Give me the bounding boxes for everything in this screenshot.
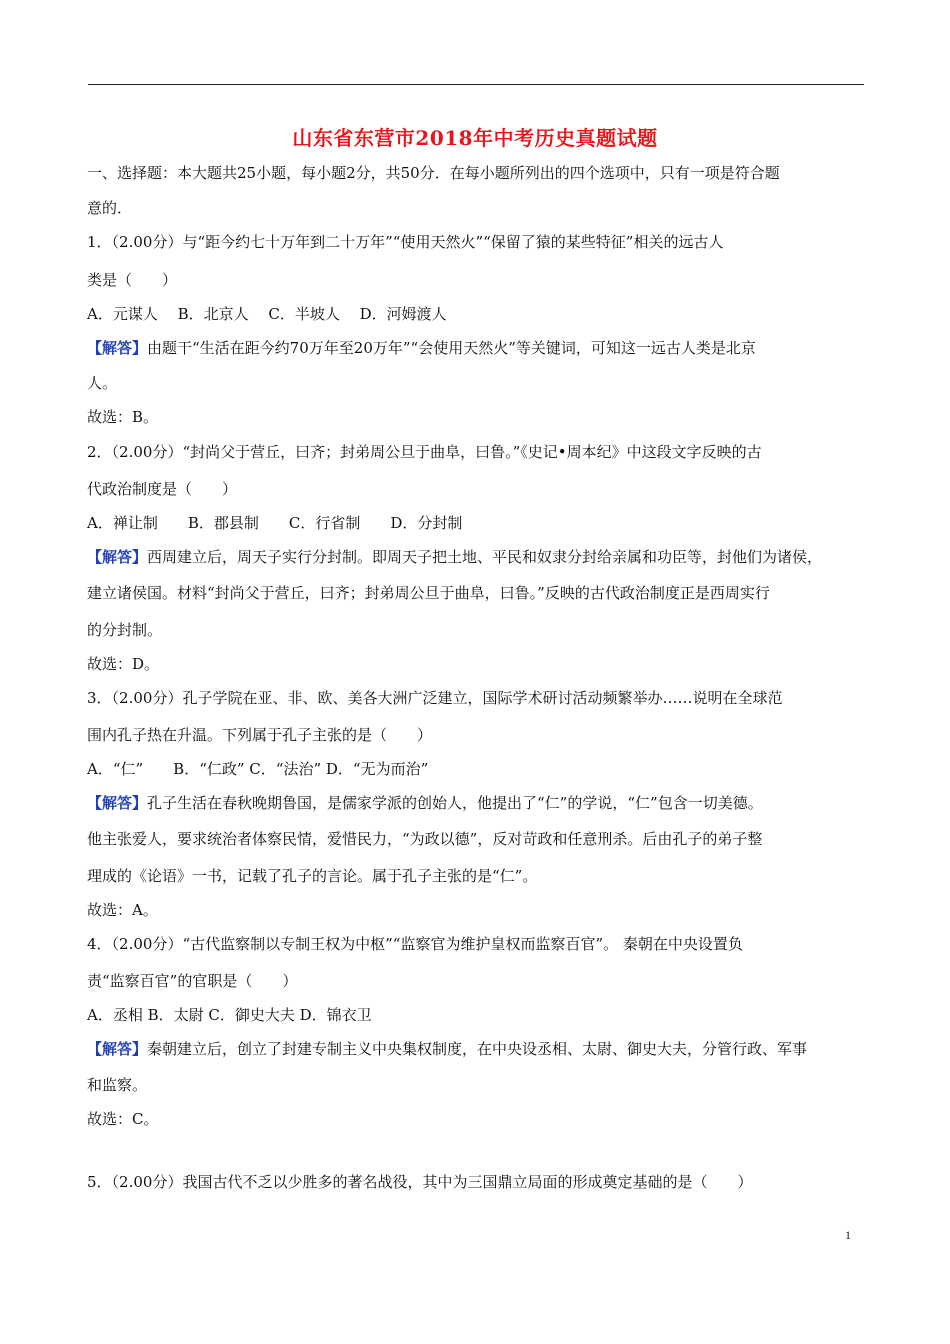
q2-answer-tag: 【解答】 — [87, 548, 148, 566]
q3-answer-line-1 — [87, 793, 763, 813]
q3-stem-line-1: 3．（2.00分）孔子学院在亚、非、欧、美各大洲广泛建立，国际学术研讨活动频繁举办……说明在全球范 — [87, 689, 783, 707]
q1-stem-line-2: 类是（ ） — [87, 271, 178, 289]
q2-answer-line-1 — [87, 547, 822, 567]
q1-choice: 故选：B。 — [87, 408, 159, 426]
q2-answer-line-2: 建立诸侯国。材料“封尚父于营丘，曰齐；封弟周公旦于曲阜，曰鲁。”反映的古代政治制度正是西周实行 — [87, 584, 770, 602]
q3-answer-text: 孔子生活在春秋晚期鲁国，是儒家学派的创始人，他提出了“仁”的学说，“仁”包含一切美德。 — [147, 794, 763, 812]
q4-stem-line-2: 责“监察百官”的官职是（ ） — [87, 972, 298, 990]
q2-stem-line-1: 2．（2.00分）“封尚父于营丘，曰齐；封弟周公旦于曲阜，曰鲁。”《史记•周本纪》中这段文字反映的古 — [87, 443, 762, 461]
q1-answer-tag: 【解答】 — [87, 339, 148, 357]
q1-answer-line-2: 人。 — [87, 374, 118, 392]
q4-choice: 故选：C。 — [87, 1110, 159, 1128]
q3-answer-tag: 【解答】 — [87, 794, 148, 812]
section-intro-line-1: 一、选择题：本大题共25小题，每小题2分，共50分．在每小题所列出的四个选项中，只有一项是符合题 — [87, 164, 780, 182]
q2-options: A．禅让制 B．郡县制 C．行省制 D．分封制 — [87, 514, 463, 532]
q3-answer-line-2: 他主张爱人，要求统治者体察民情，爱惜民力，“为政以德”，反对苛政和任意刑杀。后由孔子的弟子整 — [87, 830, 763, 848]
q1-answer-line-1 — [87, 338, 756, 358]
page-title: 山东省东营市2018年中考历史真题试题 — [292, 126, 658, 150]
section-intro-line-2: 意的． — [87, 199, 133, 217]
header-rule — [88, 84, 864, 85]
q4-stem-line-1: 4．（2.00分）“古代监察制以专制王权为中枢”“监察官为维护皇权而监察百官”。 秦朝在中央设置负 — [87, 935, 743, 953]
q3-options: A．“仁” B．“仁政” C．“法治” D．“无为而治” — [87, 760, 429, 778]
q3-choice: 故选：A。 — [87, 901, 158, 919]
q4-answer-line-1 — [87, 1039, 807, 1059]
q2-choice: 故选：D。 — [87, 655, 160, 673]
q5-stem-line-1: 5．（2.00分）我国古代不乏以少胜多的著名战役，其中为三国鼎立局面的形成奠定基础的是（ ） — [87, 1173, 753, 1191]
q1-stem-line-1: 1．（2.00分）与“距今约七十万年到二十万年”“使用天然火”“保留了猿的某些特征”相关的远古人 — [87, 233, 724, 251]
q4-answer-text: 秦朝建立后，创立了封建专制主义中央集权制度，在中央设丞相、太尉、御史大夫，分管行政、军事 — [147, 1040, 808, 1058]
q1-answer-text: 由题干“生活在距今约70万年至20万年”“会使用天然火”等关键词，可知这一远古人类是北京 — [147, 339, 756, 357]
q3-answer-line-3: 理成的《论语》一书，记载了孔子的言论。属于孔子主张的是“仁”。 — [87, 867, 538, 885]
page-number: 1 — [845, 1228, 851, 1242]
q3-stem-line-2: 围内孔子热在升温。下列属于孔子主张的是（ ） — [87, 726, 433, 744]
q1-options: A．元谋人 B．北京人 C．半坡人 D．河姆渡人 — [87, 305, 447, 323]
q2-answer-text: 西周建立后，周天子实行分封制。即周天子把土地、平民和奴隶分封给亲属和功臣等，封他们为诸侯， — [147, 548, 823, 566]
q4-answer-line-2: 和监察。 — [87, 1076, 148, 1094]
q4-options: A．丞相 B．太尉 C．御史大夫 D．锦衣卫 — [87, 1006, 372, 1024]
q4-answer-tag: 【解答】 — [87, 1040, 148, 1058]
q2-answer-line-3: 的分封制。 — [87, 621, 163, 639]
q2-stem-line-2: 代政治制度是（ ） — [87, 480, 238, 498]
